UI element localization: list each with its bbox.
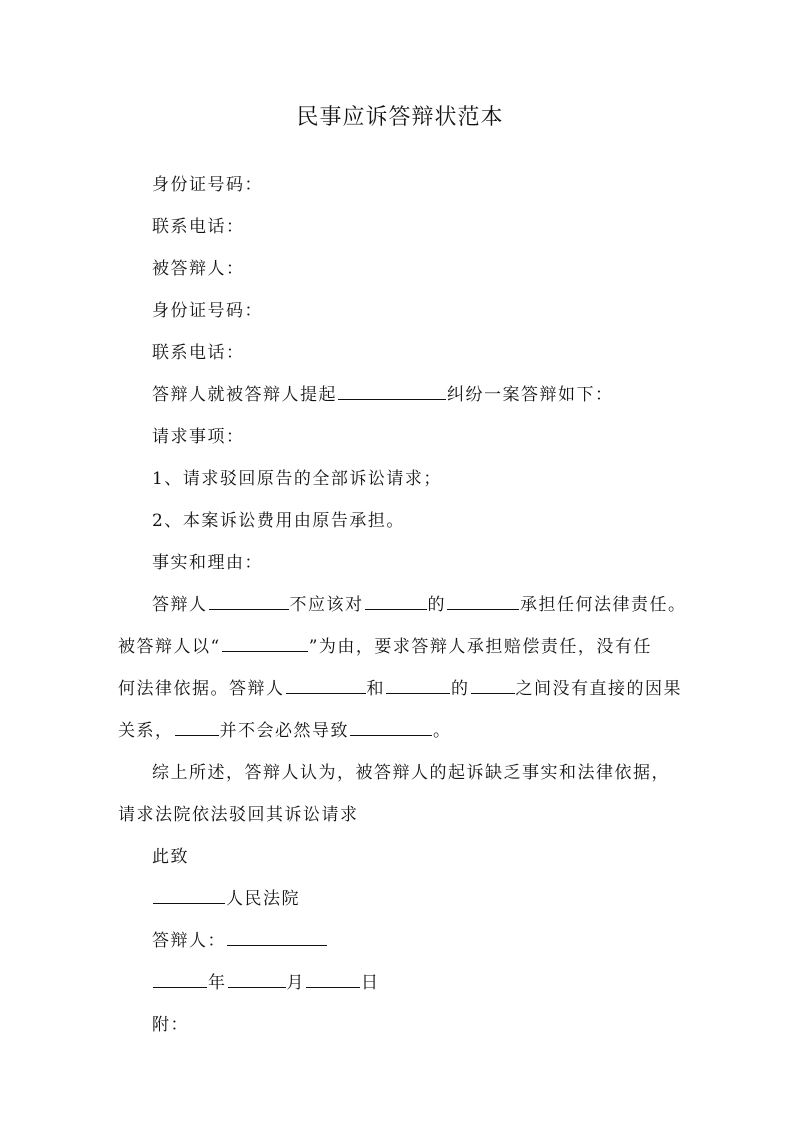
- facts-text-1d: 承担任何法律责任。: [520, 595, 687, 615]
- facts-text-4a: 关系，: [118, 721, 174, 741]
- conclusion-text-1: 综上所述，答辩人认为，被答辩人的起诉缺乏事实和法律依据，: [152, 763, 670, 783]
- facts-line-2: [118, 632, 688, 657]
- year-label: 年: [208, 973, 227, 993]
- salutation-text: 此致: [152, 847, 189, 867]
- respondent-phone-line: [152, 212, 722, 237]
- plaintiff-phone-line: [152, 338, 722, 363]
- facts-blank-4: [222, 637, 308, 652]
- conclusion-line-1: [152, 758, 722, 783]
- facts-text-2b: ”为由，要求答辩人承担赔偿责任，没有任: [308, 637, 652, 657]
- date-line: [152, 968, 722, 993]
- case-intro-text-2: 纠纷一案答辩如下：: [447, 385, 614, 405]
- signature-line: [152, 926, 722, 951]
- court-suffix: 人民法院: [226, 889, 300, 909]
- facts-text-2a: 被答辩人以“: [118, 637, 221, 657]
- salutation-line: [152, 842, 722, 867]
- facts-text-4c: 。: [433, 721, 452, 741]
- conclusion-text-2: 请求法院依法驳回其诉讼请求: [118, 805, 359, 825]
- facts-line-3: [118, 674, 688, 699]
- claims-heading: 请求事项：: [152, 427, 245, 447]
- year-blank: [153, 973, 207, 988]
- facts-text-1b: 不应该对: [289, 595, 364, 615]
- case-intro-text-1: 答辩人就被答辩人提起: [152, 385, 337, 405]
- conclusion-line-2: [118, 800, 688, 825]
- month-label: 月: [286, 973, 305, 993]
- court-line: [152, 884, 722, 909]
- facts-line-4: [118, 716, 688, 741]
- facts-text-3c: 的: [451, 679, 470, 699]
- plaintiff-label: 被答辩人：: [152, 259, 245, 279]
- respondent-id-line: [152, 170, 722, 195]
- case-type-blank: [338, 385, 446, 400]
- attachment-line: [152, 1010, 722, 1035]
- facts-text-1a: 答辩人: [152, 595, 208, 615]
- facts-text-3b: 和: [366, 679, 385, 699]
- facts-blank-6: [386, 679, 450, 694]
- respondent-phone-label: 联系电话：: [152, 217, 245, 237]
- facts-blank-8: [175, 721, 219, 736]
- facts-text-4b: 并不会必然导致: [219, 721, 349, 741]
- facts-heading: 事实和理由：: [152, 553, 263, 573]
- case-intro-line: [152, 380, 722, 405]
- facts-heading-line: [152, 548, 722, 573]
- signature-label: 答辩人：: [152, 931, 226, 951]
- facts-line-1: [152, 590, 722, 615]
- respondent-id-label: 身份证号码：: [152, 175, 263, 195]
- facts-text-3d: 之间没有直接的因果: [515, 679, 682, 699]
- facts-blank-9: [350, 721, 432, 736]
- claim-item-2: [152, 506, 722, 531]
- facts-text-1c: 的: [427, 595, 446, 615]
- facts-blank-2: [365, 595, 427, 610]
- facts-blank-7: [471, 679, 515, 694]
- plaintiff-id-line: [152, 296, 722, 321]
- month-blank: [228, 973, 286, 988]
- claims-heading-line: [152, 422, 722, 447]
- court-name-blank: [153, 889, 225, 904]
- facts-blank-5: [286, 679, 366, 694]
- claim-item-1-text: 1、请求驳回原告的全部诉讼请求；: [152, 469, 442, 489]
- facts-blank-1: [209, 595, 289, 610]
- plaintiff-phone-label: 联系电话：: [152, 343, 245, 363]
- claim-item-2-text: 2、本案诉讼费用由原告承担。: [152, 511, 405, 531]
- document-title: 民事应诉答辩状范本: [296, 105, 504, 130]
- claim-item-1: [152, 464, 722, 489]
- day-label: 日: [361, 973, 380, 993]
- attachment-label: 附：: [152, 1015, 189, 1035]
- facts-text-3a: 何法律依据。答辩人: [118, 679, 285, 699]
- day-blank: [306, 973, 360, 988]
- plaintiff-line: [152, 254, 722, 279]
- signature-blank: [227, 931, 327, 946]
- plaintiff-id-label: 身份证号码：: [152, 301, 263, 321]
- facts-blank-3: [447, 595, 519, 610]
